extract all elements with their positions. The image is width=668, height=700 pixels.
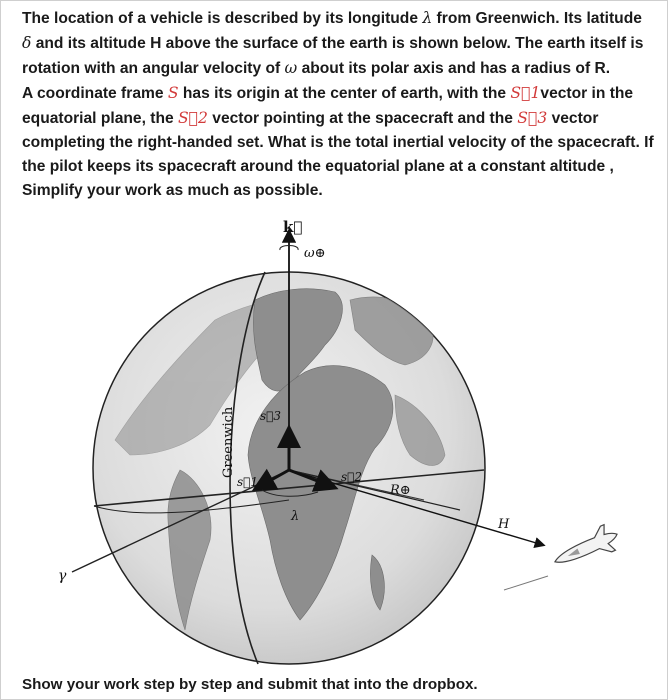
question-text-part: and its altitude H above the surface of the earth is shown below. The earth itself is rotation with an angular velocity of <box>22 35 644 77</box>
s3-label: s⃗3 <box>260 409 281 423</box>
h-label: H <box>498 517 510 532</box>
question-text-part: has its origin at the center of earth, with the <box>178 85 511 102</box>
delta-symbol: δ <box>22 34 32 52</box>
question-text <box>22 6 654 203</box>
lambda-symbol: λ <box>422 9 433 27</box>
s2-label: s⃗2 <box>341 470 362 484</box>
spacecraft-trail <box>504 576 548 590</box>
question-text-part: about its polar axis and has a radius of R. <box>297 60 611 77</box>
k-label: k⃗ <box>283 218 303 236</box>
greenwich-label: Greenwich <box>221 406 236 478</box>
omega-label: ω⊕ <box>304 246 326 261</box>
spacecraft-icon <box>549 521 623 574</box>
s3-symbol: S⃗3 <box>517 109 548 127</box>
question-text-part: vector pointing at the spacecraft and the <box>207 110 518 127</box>
question-text-part: from Greenwich. Its latitude <box>432 10 642 27</box>
frame-symbol: S <box>167 84 179 102</box>
question-text-part: A coordinate frame <box>22 85 168 102</box>
question-text-part: vector in the equatorial plane, the <box>22 85 634 127</box>
question-text-part: vector completing the right-handed set. What is the total inertial velocity of the spacecraft. If the pilot keeps its spacecraft around the equatorial plane at a constant altitude , Simplify your work as much as possible. <box>22 110 654 199</box>
lambda-label: λ <box>291 509 300 524</box>
question-text-part: The location of a vehicle is described by its longitude <box>22 10 423 27</box>
earth-diagram <box>0 205 668 675</box>
s1-label: s⃗1 <box>237 475 258 489</box>
gamma-label: γ <box>58 568 67 584</box>
footer-instruction: Show your work step by step and submit that into the dropbox. <box>22 676 478 693</box>
s2-symbol: S⃗2 <box>177 109 208 127</box>
omega-symbol: ω <box>284 59 298 77</box>
r-label: R⊕ <box>390 483 411 498</box>
s1-symbol: S⃗1 <box>510 84 541 102</box>
